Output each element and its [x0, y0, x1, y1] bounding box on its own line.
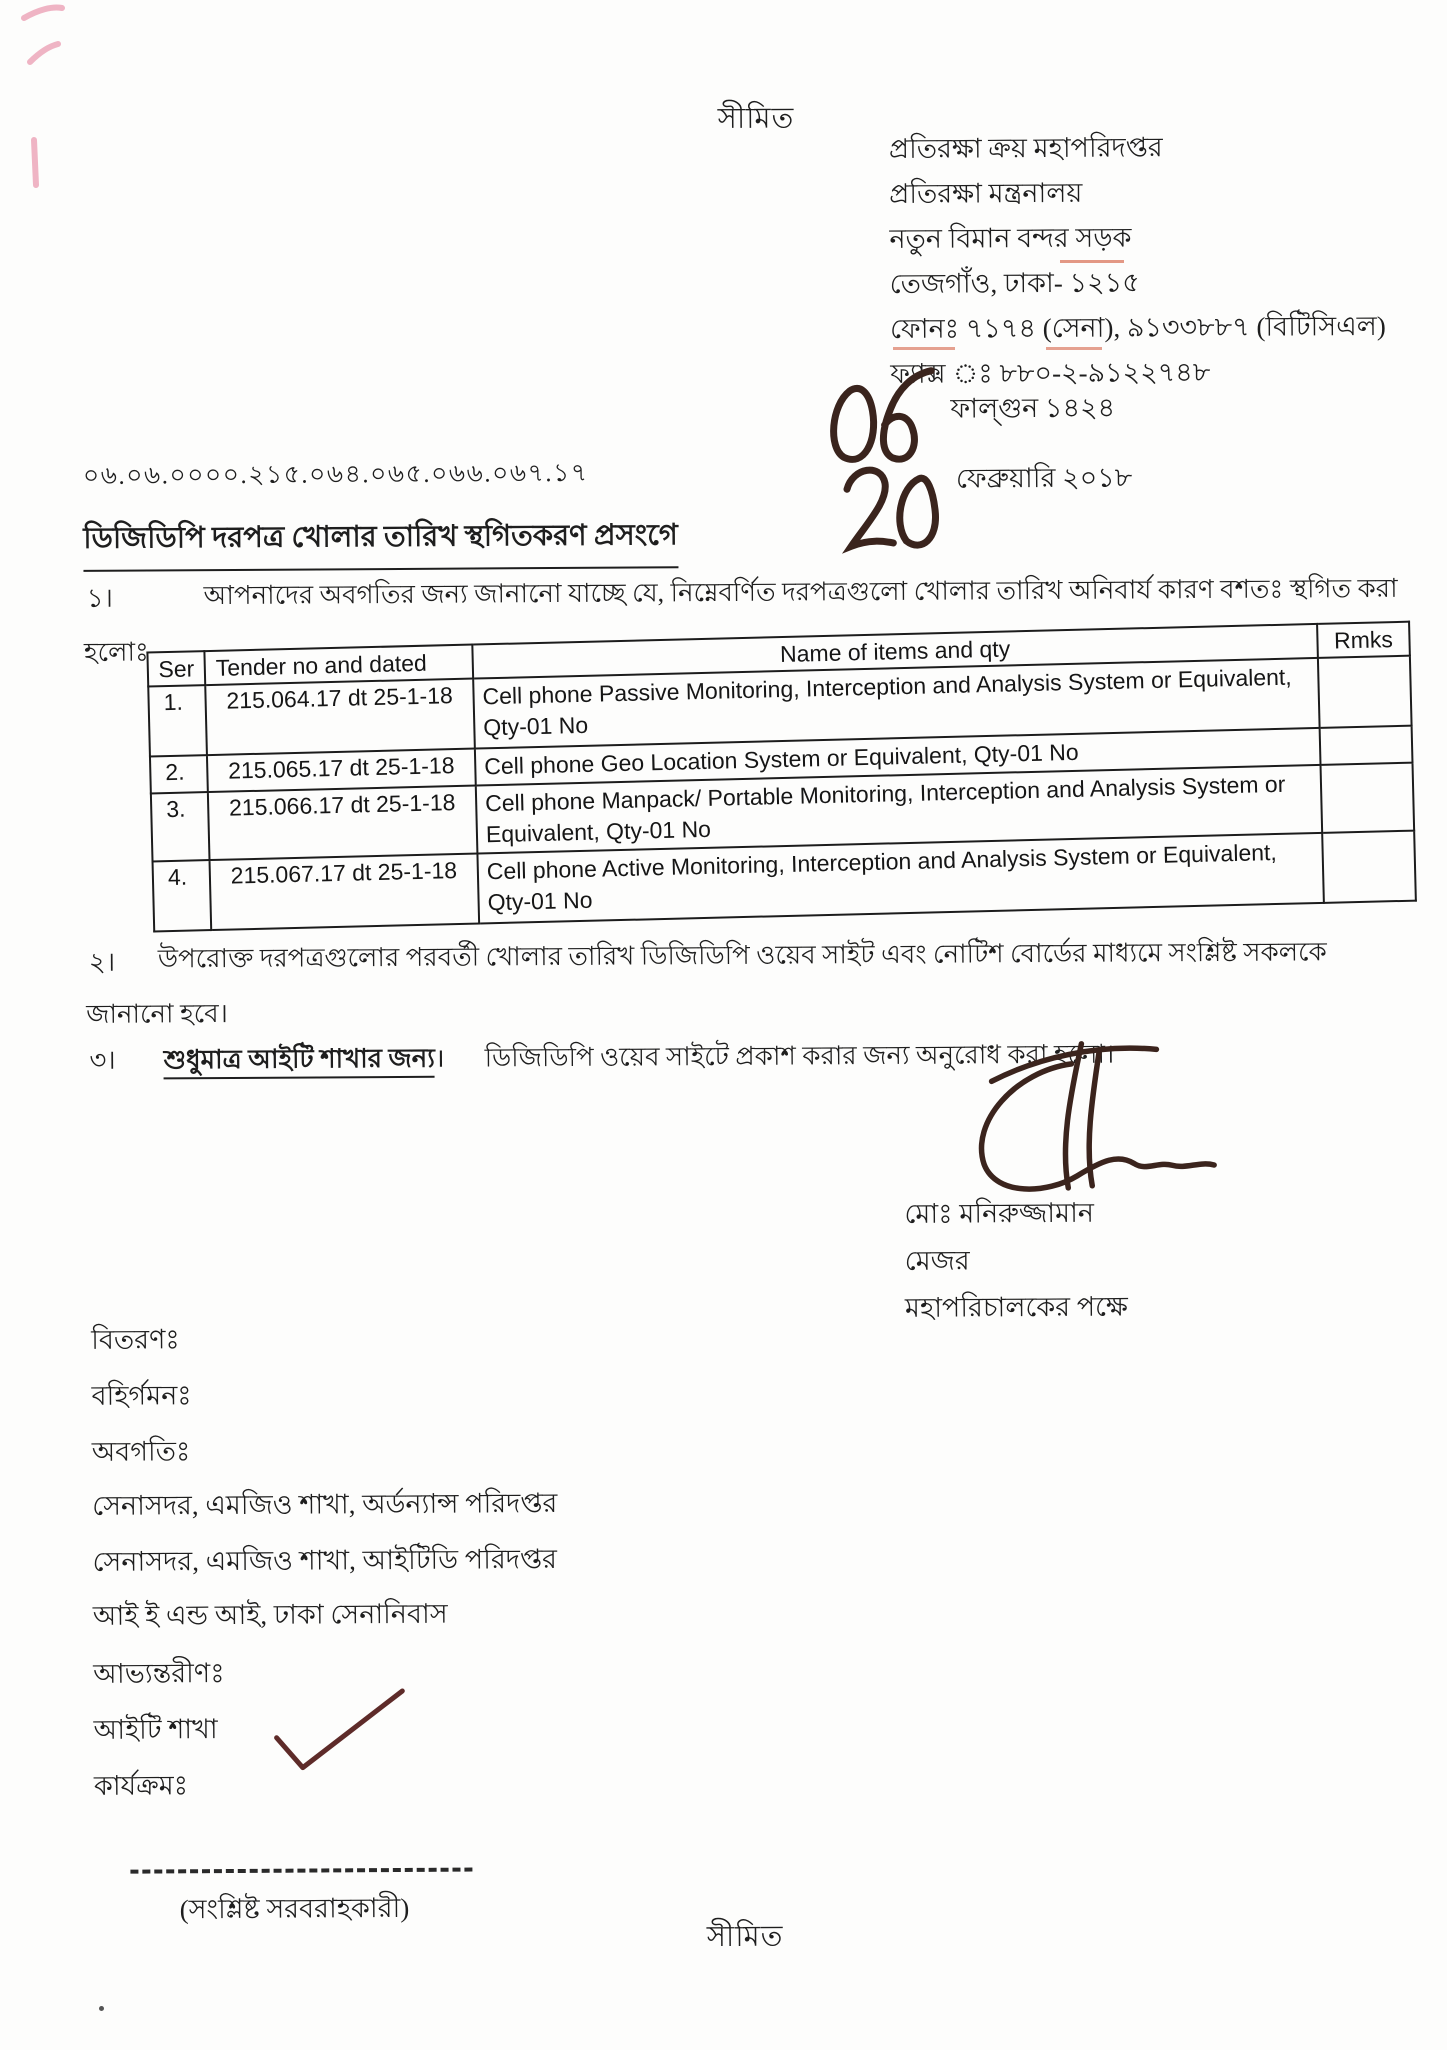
dist-heading-distribution: বিতরণঃ	[91, 1324, 180, 1355]
checkmark-annotation	[260, 1677, 411, 1778]
handwritten-day-gregorian	[831, 451, 947, 564]
cell-ser: 3.	[151, 792, 210, 861]
letterhead-fax: ফ্যাক্স ঃ ৮৮০-২-৯১২২৭৪৮	[890, 357, 1211, 389]
reference-number: ০৬.০৬.০০০০.২১৫.০৬৪.০৬৫.০৬৬.০৬৭.১৭	[82, 459, 589, 490]
cell-rmks	[1318, 656, 1412, 728]
supplier-line: (সংশ্লিষ্ট সরবরাহকারী)	[179, 1892, 410, 1925]
para3-bold-phrase: শুধুমাত্র আইটি শাখার জন্য	[164, 1044, 435, 1080]
scan-artifact-red-underline	[1046, 347, 1102, 350]
cell-item: Cell phone Active Monitoring, Interception and Analysis System or Equivalent, Qty-01 No	[477, 833, 1323, 924]
dist-item: সেনাসদর, এমজিও শাখা, আইটিডি পরিদপ্তর	[92, 1544, 558, 1577]
dist-internal-item: আইটি শাখা	[93, 1714, 218, 1745]
para3-danda: ।	[434, 1043, 445, 1073]
signatory-rank: মেজর	[904, 1245, 970, 1276]
cell-item: Cell phone Geo Location System or Equivalent, Qty-01 No	[475, 728, 1321, 786]
dist-item: আই ই এন্ড আই, ঢাকা সেনানিবাস	[92, 1598, 448, 1631]
header-tender: Tender no and dated	[204, 645, 473, 686]
letterhead	[889, 124, 1386, 397]
letterhead-ministry: প্রতিরক্ষা মন্ত্রনালয়	[889, 177, 1083, 209]
para1-line2: হলোঃ	[83, 637, 149, 667]
cell-item: Cell phone Manpack/ Portable Monitoring, Interception and Analysis System or Equivalent, Qty-01 No	[476, 765, 1322, 854]
date-bangla-label: ফাল্গুন ১৪২৪	[950, 392, 1116, 424]
cell-tender: 215.064.17 dt 25-1-18	[205, 679, 475, 756]
scan-artifact-red-underline	[1060, 260, 1124, 263]
scan-artifact-pink	[0, 0, 90, 220]
signature-block	[904, 1190, 1128, 1332]
dist-heading-internal: আভ্যন্তরীণঃ	[93, 1658, 225, 1689]
dist-heading-outgoing: বহির্গমনঃ	[91, 1380, 192, 1411]
subject-line: ডিজিডিপি দরপত্র খোলার তারিখ স্থগিতকরণ প্রসংগে	[83, 512, 678, 572]
dashed-signature-line	[130, 1868, 472, 1874]
para3-rest: ডিজিডিপি ওয়েব সাইটে প্রকাশ করার জন্য অনুরোধ করা হলো।	[484, 1039, 1115, 1073]
signature-scribble	[921, 1035, 1222, 1207]
scan-artifact-red-underline	[893, 347, 955, 350]
letterhead-street: নতুন বিমান বন্দর সড়ক	[889, 222, 1132, 254]
signatory-name: মোঃ মনিরুজ্জামান	[904, 1197, 1095, 1229]
para1-line1: আপনাদের অবগতির জন্য জানানো যাচ্ছে যে, নিম্নেবর্ণিত দরপত্রগুলো খোলার তারিখ অনিবার্য কারণ বশতঃ স্থগিত করা	[203, 573, 1398, 611]
para3-number: ৩।	[89, 1045, 116, 1075]
cell-tender: 215.066.17 dt 25-1-18	[208, 786, 478, 861]
para1-number: ১।	[86, 583, 113, 613]
letterhead-phone: ফোনঃ ৭১৭৪ (সেনা), ৯১৩৩৮৮৭ (বিটিসিএল)	[889, 310, 1386, 344]
dist-heading-info: অবগতিঃ	[91, 1436, 191, 1467]
cell-ser: 4.	[153, 860, 212, 931]
cell-tender: 215.067.17 dt 25-1-18	[210, 854, 480, 931]
header-ser: Ser	[147, 651, 205, 686]
cell-rmks	[1320, 726, 1413, 765]
cell-rmks	[1321, 763, 1415, 833]
classification-top: সীমিত	[717, 102, 795, 136]
cell-item: Cell phone Passive Monitoring, Interception and Analysis System or Equivalent, Qty-01 No	[473, 658, 1319, 749]
tender-table	[146, 621, 1416, 933]
signatory-on-behalf: মহাপরিচালকের পক্ষে	[904, 1291, 1128, 1323]
para2-number: ২।	[88, 947, 116, 977]
letterhead-org: প্রতিরক্ষা ক্রয় মহাপরিদপ্তর	[888, 132, 1163, 164]
scan-artifact-dot	[99, 2006, 104, 2011]
cell-ser: 1.	[148, 685, 207, 756]
para2-line2: জানানো হবে।	[86, 999, 229, 1029]
classification-bottom: সীমিত	[706, 1920, 784, 1954]
cell-rmks	[1322, 831, 1416, 903]
cell-tender: 215.065.17 dt 25-1-18	[207, 749, 476, 793]
date-gregorian-label: ফেব্রুয়ারি ২০১৮	[955, 462, 1133, 494]
para2-line1: উপরোক্ত দরপত্রগুলোর পরবর্তী খোলার তারিখ ডিজিডিপি ওয়েব সাইট এবং নোটিশ বোর্ডের মাধ্যমে সংশ্লিষ্ট সকলকে	[157, 937, 1327, 974]
cell-ser: 2.	[150, 755, 208, 793]
dist-heading-action: কার্যক্রমঃ	[93, 1770, 189, 1801]
header-rmks: Rmks	[1317, 622, 1410, 658]
letterhead-city: তেজগাঁও, ঢাকা- ১২১৫	[889, 267, 1140, 299]
dist-item: সেনাসদর, এমজিও শাখা, অর্ডন্যান্স পরিদপ্তর	[92, 1488, 558, 1521]
header-item: Name of items and qty	[472, 624, 1318, 679]
